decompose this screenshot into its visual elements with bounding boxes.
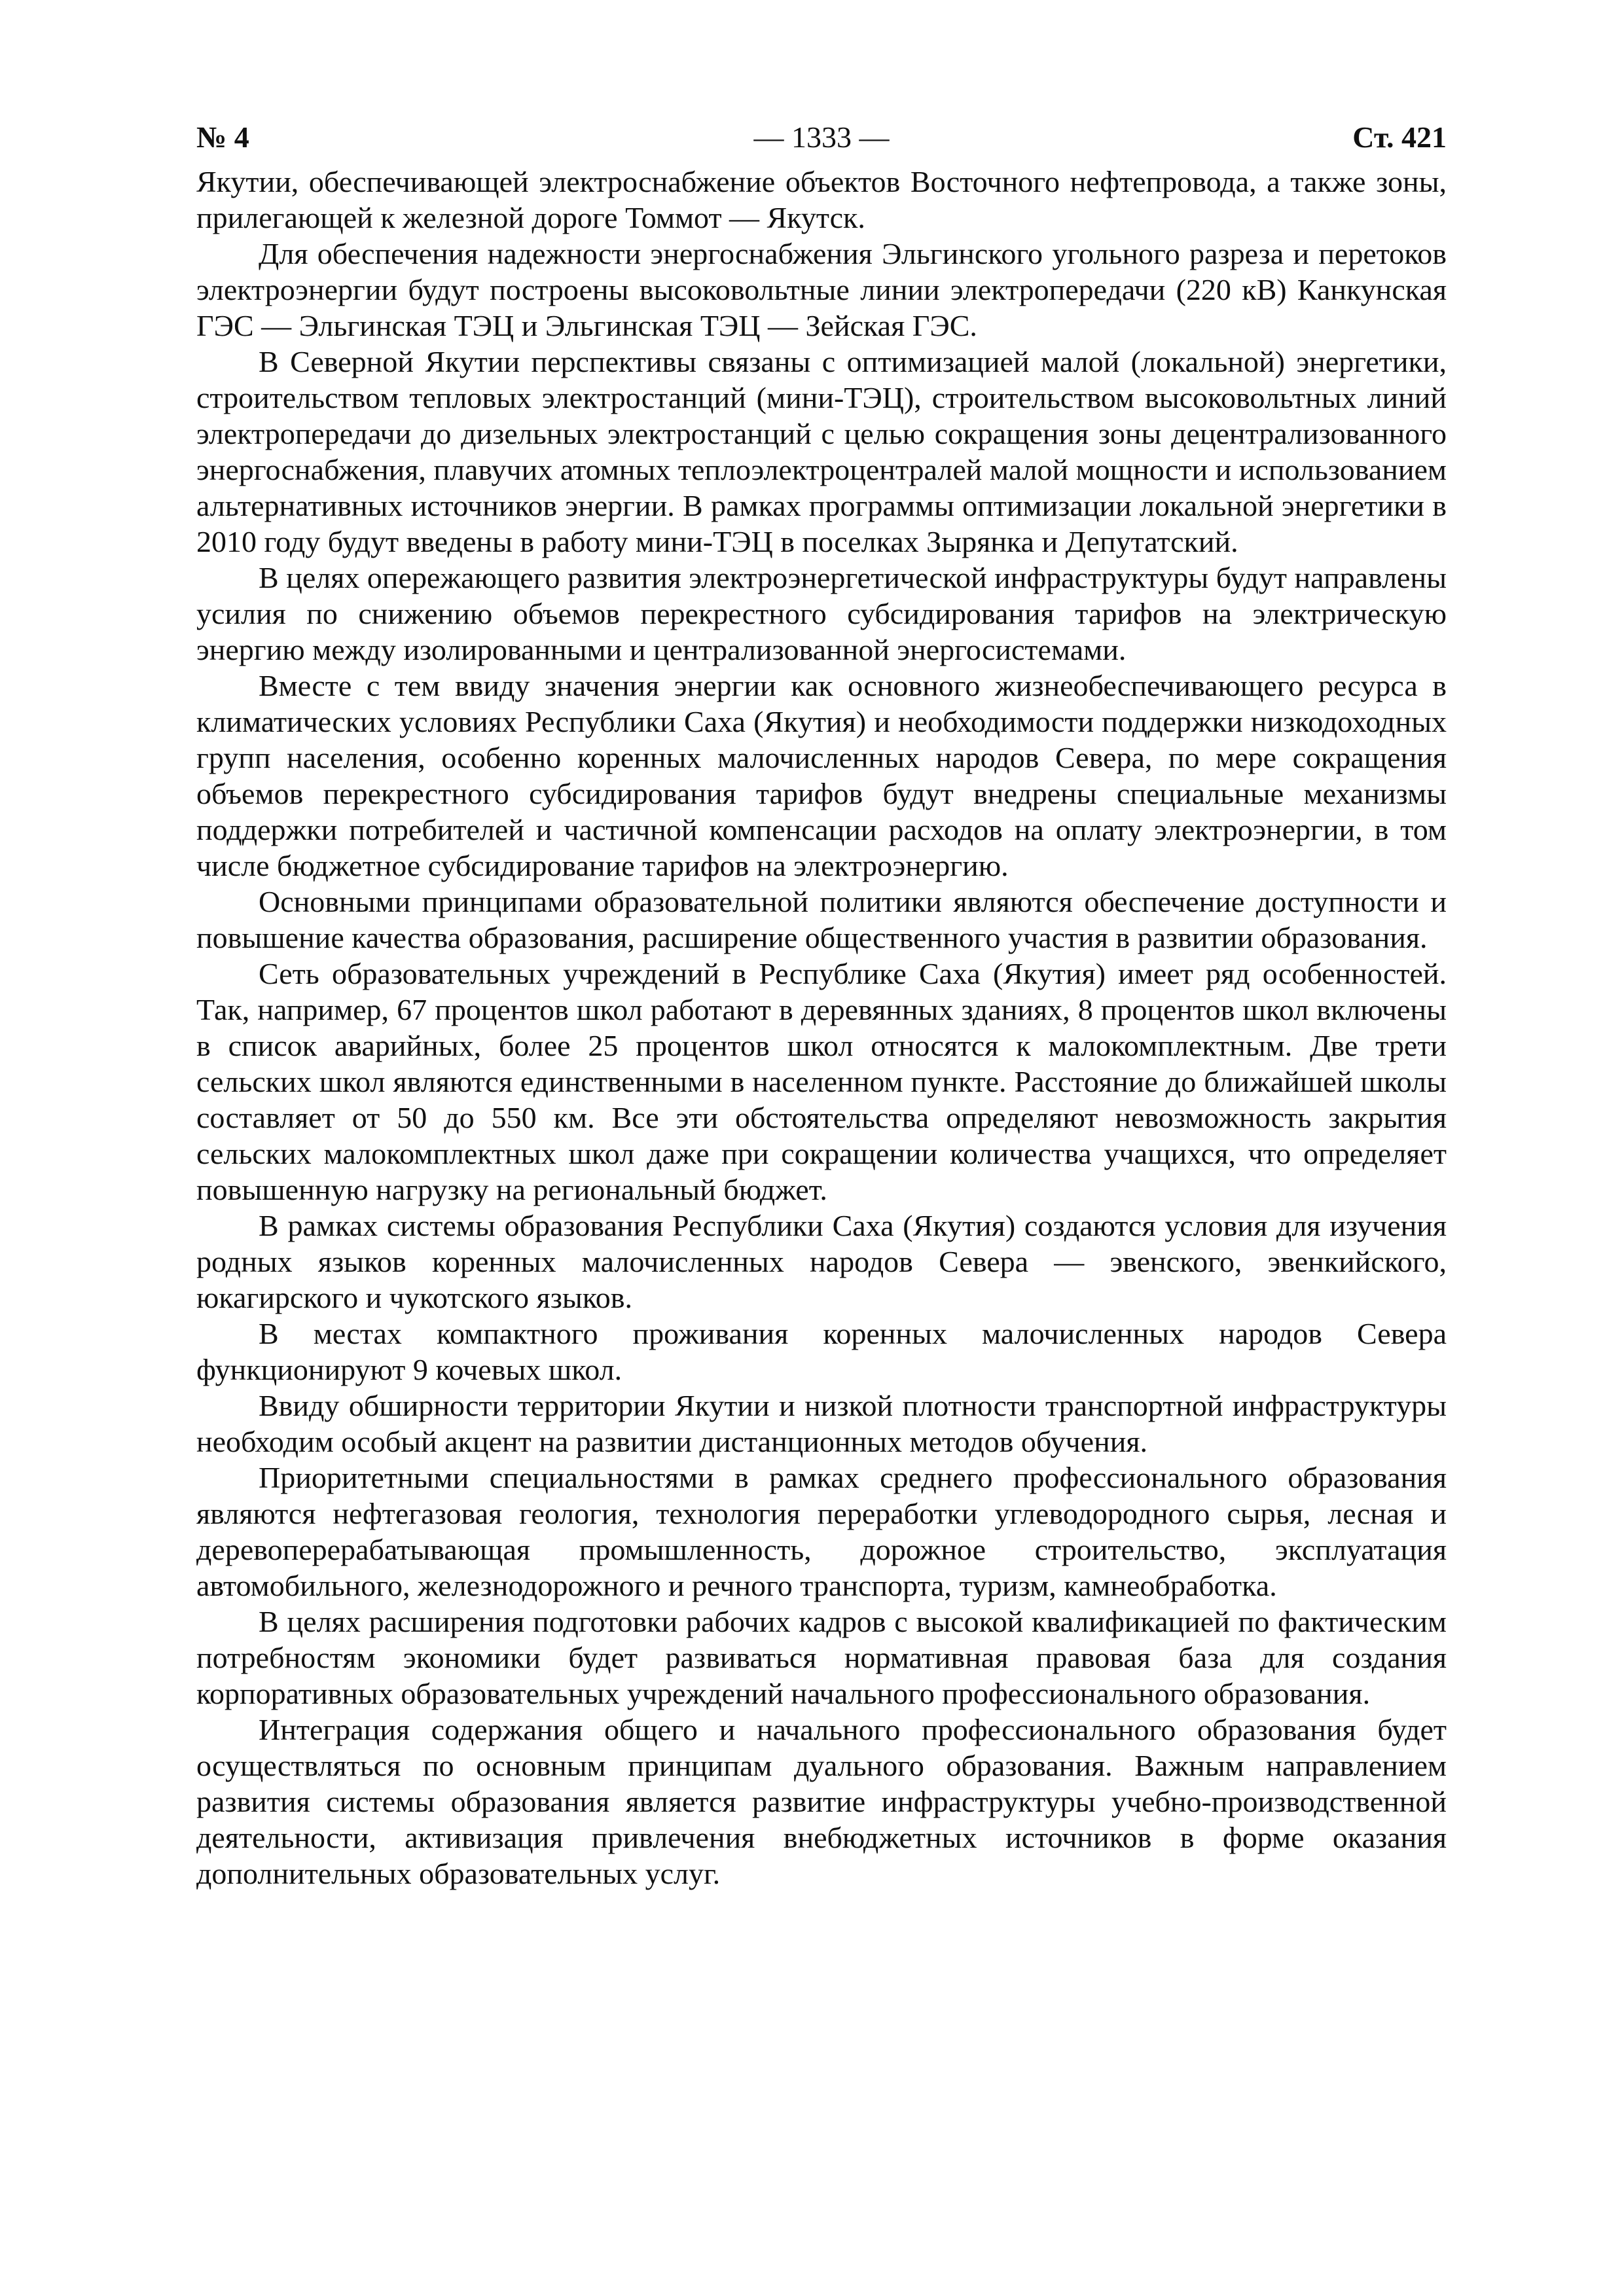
page-number: — 1333 — (753, 120, 890, 154)
paragraph: Вместе с тем ввиду значения энергии как основного жизнеобеспечивающего ресурса в климатических условиях Республики Саха (Якутия) и необходимости поддержки низкодоходных групп населения, особенно коренных малочисленных народов Севера, по мере сокращения объемов перекрестного субсидирования тарифов будут внедрены специальные механизмы поддержки потребителей и частичной компенсации расходов на оплату электроэнергии, в том числе бюджетное субсидирование тарифов на электроэнергию. (196, 669, 1447, 882)
paragraph: В местах компактного проживания коренных малочисленных народов Севера функционируют 9 кочевых школ. (196, 1317, 1447, 1386)
paragraph: В Северной Якутии перспективы связаны с оптимизацией малой (локальной) энергетики, строительством тепловых электростанций (мини-ТЭЦ), строительством высоковольтных линий электропередачи до дизельных электростанций с целью сокращения зоны децентрализованного энергоснабжения, плавучих атомных теплоэлектроцентралей малой мощности и использованием альтернативных источников энергии. В рамках программы оптимизации локальной энергетики в 2010 году будут введены в работу мини-ТЭЦ в поселках Зырянка и Депутатский. (196, 345, 1447, 558)
paragraph: В рамках системы образования Республики Саха (Якутия) создаются условия для изучения родных языков коренных малочисленных народов Севера — эвенского, эвенкийского, юкагирского и чукотского языков. (196, 1209, 1447, 1314)
paragraph-continued: Якутии, обеспечивающей электроснабжение объектов Восточного нефтепровода, а также зоны, прилегающей к железной дороге Томмот — Якутск. (196, 165, 1447, 234)
document-page (196, 111, 1447, 1892)
article-number: Ст. 421 (1352, 120, 1447, 154)
paragraph: Ввиду обширности территории Якутии и низкой плотности транспортной инфраструктуры необходим особый акцент на развитии дистанционных методов обучения. (196, 1389, 1447, 1458)
paragraph: Для обеспечения надежности энергоснабжения Эльгинского угольного разреза и перетоков электроэнергии будут построены высоковольтные линии электропередачи (220 кВ) Канкунская ГЭС — Эльгинская ТЭЦ и Эльгинская ТЭЦ — Зейская ГЭС. (196, 237, 1447, 342)
paragraph: Сеть образовательных учреждений в Республике Саха (Якутия) имеет ряд особенностей. Так, например, 67 процентов школ работают в деревянных зданиях, 8 процентов школ включены в список аварийных, более 25 процентов школ относятся к малокомплектным. Две трети сельских школ являются единственными в населенном пункте. Расстояние до ближайшей школы составляет от 50 до 550 км. Все эти обстоятельства определяют невозможность закрытия сельских малокомплектных школ даже при сокращении количества учащихся, что определяет повышенную нагрузку на региональный бюджет. (196, 957, 1447, 1206)
issue-number: № 4 (196, 120, 249, 154)
paragraph: В целях расширения подготовки рабочих кадров с высокой квалификацией по фактическим потребностям экономики будет развиваться нормативная правовая база для создания корпоративных образовательных учреждений начального профессионального образования. (196, 1605, 1447, 1710)
paragraph: В целях опережающего развития электроэнергетической инфраструктуры будут направлены усилия по снижению объемов перекрестного субсидирования тарифов на электрическую энергию между изолированными и централизованной энергосистемами. (196, 561, 1447, 666)
paragraph: Основными принципами образовательной политики являются обеспечение доступности и повышение качества образования, расширение общественного участия в развитии образования. (196, 885, 1447, 954)
paragraph: Приоритетными специальностями в рамках среднего профессионального образования являются нефтегазовая геология, технология переработки углеводородного сырья, лесная и деревоперерабатывающая промышленность, дорожное строительство, эксплуатация автомобильного, железнодорожного и речного транспорта, туризм, камнеобработка. (196, 1461, 1447, 1602)
page-header (196, 111, 1447, 164)
document-body (196, 164, 1447, 1892)
paragraph: Интеграция содержания общего и начального профессионального образования будет осуществляться по основным принципам дуального образования. Важным направлением развития системы образования является развитие инфраструктуры учебно-производственной деятельности, активизация привлечения внебюджетных источников в форме оказания дополнительных образовательных услуг. (196, 1713, 1447, 1890)
